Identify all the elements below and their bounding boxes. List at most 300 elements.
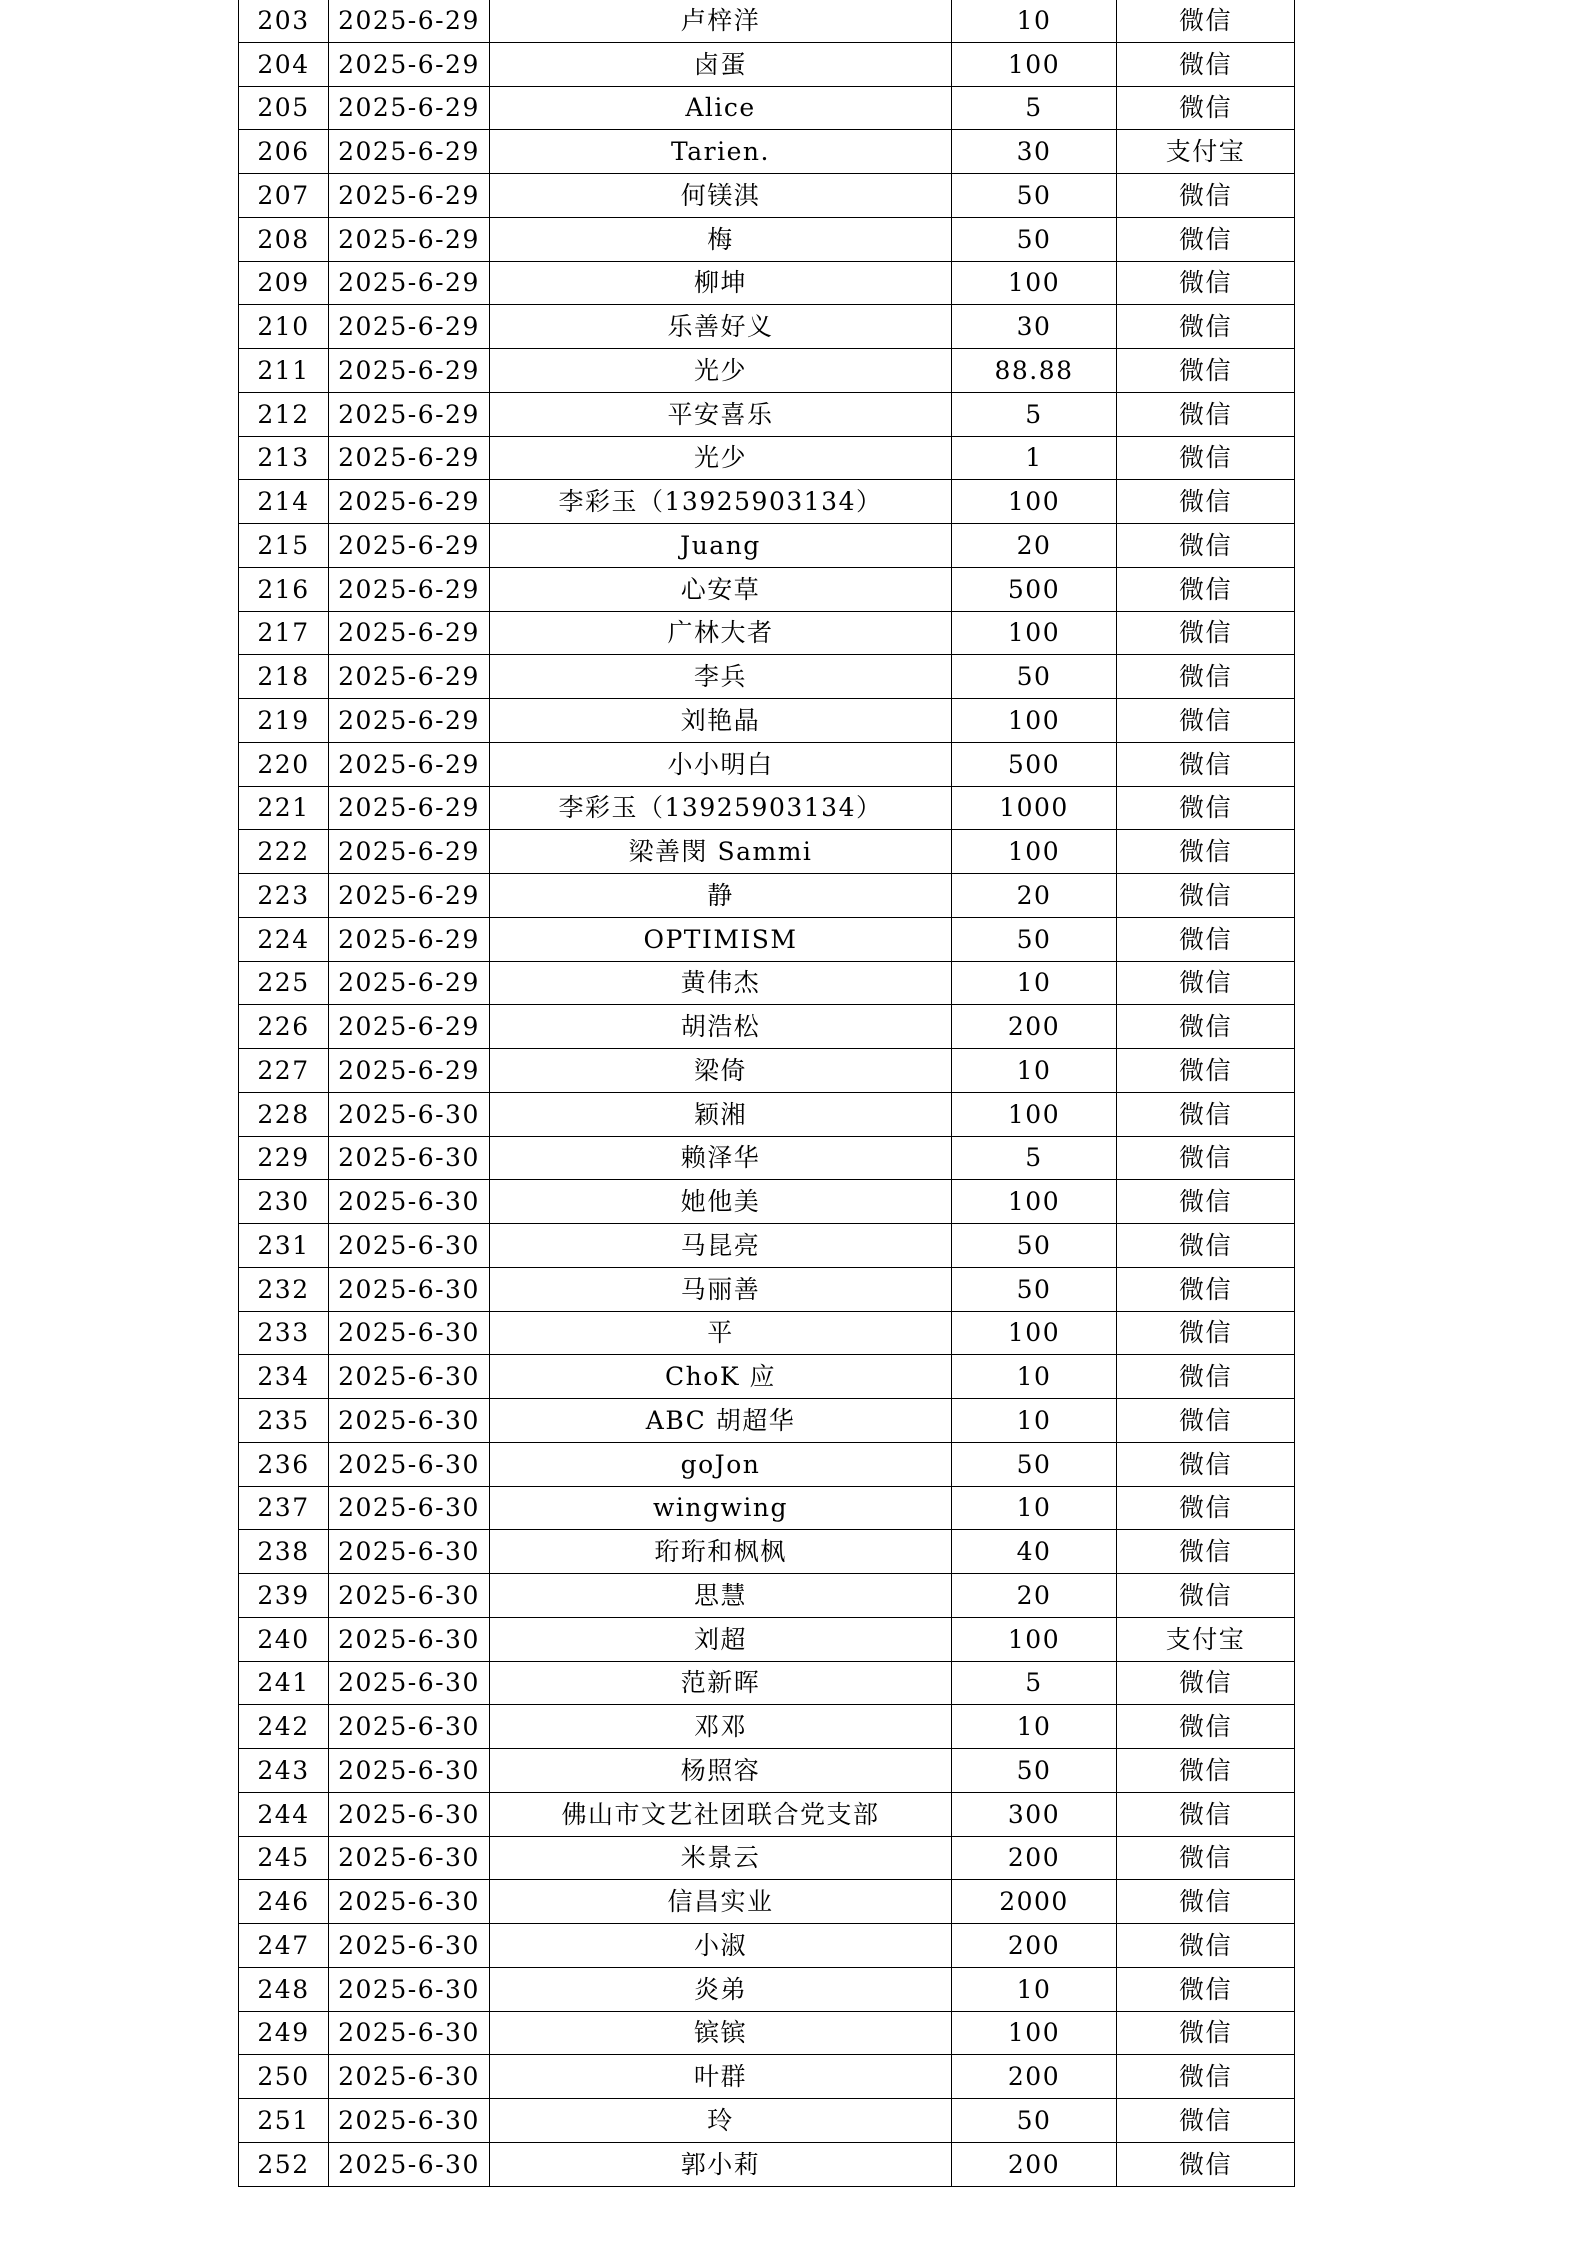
cell-donor-name: ChoK 应 [490, 1355, 952, 1399]
cell-date: 2025-6-30 [329, 1836, 490, 1880]
cell-payment-method: 微信 [1117, 1311, 1295, 1355]
cell-donor-name: 光少 [490, 436, 952, 480]
cell-donor-name: wingwing [490, 1486, 952, 1530]
table-row [239, 655, 1295, 699]
cell-amount: 200 [952, 2055, 1117, 2099]
table-row [239, 1574, 1295, 1618]
cell-date: 2025-6-29 [329, 174, 490, 218]
cell-date: 2025-6-29 [329, 742, 490, 786]
table-row [239, 1267, 1295, 1311]
cell-seq-no: 208 [239, 217, 329, 261]
cell-payment-method: 微信 [1117, 742, 1295, 786]
table-row [239, 1836, 1295, 1880]
cell-date: 2025-6-30 [329, 1574, 490, 1618]
cell-amount: 5 [952, 86, 1117, 130]
cell-date: 2025-6-29 [329, 349, 490, 393]
cell-amount: 50 [952, 174, 1117, 218]
cell-seq-no: 237 [239, 1486, 329, 1530]
table-row [239, 2011, 1295, 2055]
cell-date: 2025-6-29 [329, 1005, 490, 1049]
table-row [239, 480, 1295, 524]
cell-payment-method: 微信 [1117, 480, 1295, 524]
donation-table [238, 0, 1295, 2187]
cell-payment-method: 微信 [1117, 786, 1295, 830]
cell-date: 2025-6-30 [329, 1092, 490, 1136]
table-row [239, 1749, 1295, 1793]
cell-payment-method: 支付宝 [1117, 130, 1295, 174]
cell-donor-name: 刘艳晶 [490, 699, 952, 743]
table-row [239, 217, 1295, 261]
table-row [239, 1705, 1295, 1749]
cell-payment-method: 微信 [1117, 1399, 1295, 1443]
cell-donor-name: 平安喜乐 [490, 392, 952, 436]
cell-payment-method: 微信 [1117, 2011, 1295, 2055]
table-row [239, 305, 1295, 349]
table-row [239, 1442, 1295, 1486]
cell-date: 2025-6-29 [329, 567, 490, 611]
cell-date: 2025-6-29 [329, 961, 490, 1005]
cell-payment-method: 微信 [1117, 0, 1295, 42]
cell-date: 2025-6-29 [329, 655, 490, 699]
cell-payment-method: 微信 [1117, 1442, 1295, 1486]
cell-amount: 200 [952, 1836, 1117, 1880]
cell-amount: 30 [952, 130, 1117, 174]
cell-seq-no: 241 [239, 1661, 329, 1705]
cell-donor-name: 柳坤 [490, 261, 952, 305]
cell-amount: 100 [952, 830, 1117, 874]
cell-seq-no: 231 [239, 1224, 329, 1268]
cell-payment-method: 微信 [1117, 1705, 1295, 1749]
cell-donor-name: Alice [490, 86, 952, 130]
cell-donor-name: 小淑 [490, 1924, 952, 1968]
cell-payment-method: 微信 [1117, 2142, 1295, 2186]
cell-date: 2025-6-30 [329, 1924, 490, 1968]
cell-donor-name: 卢梓洋 [490, 0, 952, 42]
table-row [239, 2055, 1295, 2099]
cell-seq-no: 225 [239, 961, 329, 1005]
cell-donor-name: 赖泽华 [490, 1136, 952, 1180]
cell-seq-no: 232 [239, 1267, 329, 1311]
cell-donor-name: 邓邓 [490, 1705, 952, 1749]
cell-donor-name: 小小明白 [490, 742, 952, 786]
cell-seq-no: 206 [239, 130, 329, 174]
table-row [239, 1224, 1295, 1268]
cell-date: 2025-6-30 [329, 1486, 490, 1530]
cell-payment-method: 微信 [1117, 1224, 1295, 1268]
cell-donor-name: 胡浩松 [490, 1005, 952, 1049]
cell-payment-method: 微信 [1117, 217, 1295, 261]
table-row [239, 349, 1295, 393]
cell-date: 2025-6-30 [329, 1224, 490, 1268]
cell-payment-method: 微信 [1117, 261, 1295, 305]
cell-donor-name: 她他美 [490, 1180, 952, 1224]
cell-date: 2025-6-29 [329, 0, 490, 42]
cell-date: 2025-6-30 [329, 1792, 490, 1836]
cell-seq-no: 219 [239, 699, 329, 743]
cell-seq-no: 221 [239, 786, 329, 830]
cell-date: 2025-6-30 [329, 1661, 490, 1705]
cell-date: 2025-6-30 [329, 1355, 490, 1399]
cell-seq-no: 220 [239, 742, 329, 786]
cell-donor-name: goJon [490, 1442, 952, 1486]
cell-date: 2025-6-29 [329, 217, 490, 261]
cell-payment-method: 微信 [1117, 1355, 1295, 1399]
cell-date: 2025-6-29 [329, 874, 490, 918]
cell-seq-no: 243 [239, 1749, 329, 1793]
cell-donor-name: 杨照容 [490, 1749, 952, 1793]
cell-amount: 5 [952, 1661, 1117, 1705]
cell-amount: 500 [952, 742, 1117, 786]
cell-amount: 30 [952, 305, 1117, 349]
cell-date: 2025-6-29 [329, 392, 490, 436]
cell-date: 2025-6-29 [329, 1049, 490, 1093]
cell-date: 2025-6-29 [329, 42, 490, 86]
cell-donor-name: 范新晖 [490, 1661, 952, 1705]
cell-amount: 500 [952, 567, 1117, 611]
table-row [239, 1092, 1295, 1136]
cell-amount: 10 [952, 1399, 1117, 1443]
table-row [239, 130, 1295, 174]
cell-amount: 100 [952, 1092, 1117, 1136]
cell-seq-no: 233 [239, 1311, 329, 1355]
cell-donor-name: 李彩玉（13925903134） [490, 480, 952, 524]
cell-seq-no: 214 [239, 480, 329, 524]
cell-date: 2025-6-29 [329, 130, 490, 174]
cell-seq-no: 216 [239, 567, 329, 611]
cell-amount: 300 [952, 1792, 1117, 1836]
cell-donor-name: 叶群 [490, 2055, 952, 2099]
cell-seq-no: 242 [239, 1705, 329, 1749]
cell-amount: 50 [952, 1267, 1117, 1311]
cell-donor-name: 玲 [490, 2099, 952, 2143]
cell-amount: 88.88 [952, 349, 1117, 393]
cell-amount: 2000 [952, 1880, 1117, 1924]
cell-amount: 50 [952, 1224, 1117, 1268]
cell-payment-method: 微信 [1117, 830, 1295, 874]
cell-amount: 5 [952, 1136, 1117, 1180]
cell-donor-name: 珩珩和枫枫 [490, 1530, 952, 1574]
cell-seq-no: 228 [239, 1092, 329, 1136]
cell-seq-no: 252 [239, 2142, 329, 2186]
cell-donor-name: 梅 [490, 217, 952, 261]
table-row [239, 567, 1295, 611]
cell-date: 2025-6-30 [329, 1180, 490, 1224]
cell-donor-name: 信昌实业 [490, 1880, 952, 1924]
cell-date: 2025-6-29 [329, 699, 490, 743]
cell-seq-no: 212 [239, 392, 329, 436]
cell-amount: 5 [952, 392, 1117, 436]
cell-date: 2025-6-30 [329, 1705, 490, 1749]
cell-amount: 200 [952, 1924, 1117, 1968]
cell-donor-name: 静 [490, 874, 952, 918]
cell-seq-no: 226 [239, 1005, 329, 1049]
cell-seq-no: 247 [239, 1924, 329, 1968]
cell-donor-name: 颖湘 [490, 1092, 952, 1136]
table-body [239, 0, 1295, 2186]
table-row [239, 1399, 1295, 1443]
cell-date: 2025-6-29 [329, 436, 490, 480]
cell-amount: 100 [952, 611, 1117, 655]
cell-date: 2025-6-29 [329, 786, 490, 830]
cell-payment-method: 微信 [1117, 1880, 1295, 1924]
cell-donor-name: 佛山市文艺社团联合党支部 [490, 1792, 952, 1836]
cell-payment-method: 微信 [1117, 655, 1295, 699]
cell-payment-method: 微信 [1117, 1092, 1295, 1136]
cell-date: 2025-6-29 [329, 830, 490, 874]
cell-donor-name: 李兵 [490, 655, 952, 699]
cell-seq-no: 229 [239, 1136, 329, 1180]
table-row [239, 2142, 1295, 2186]
table-row [239, 392, 1295, 436]
cell-donor-name: 梁善閔 Sammi [490, 830, 952, 874]
cell-date: 2025-6-29 [329, 86, 490, 130]
cell-payment-method: 微信 [1117, 1530, 1295, 1574]
cell-amount: 50 [952, 1749, 1117, 1793]
table-row [239, 961, 1295, 1005]
cell-amount: 200 [952, 2142, 1117, 2186]
cell-seq-no: 203 [239, 0, 329, 42]
cell-payment-method: 微信 [1117, 349, 1295, 393]
cell-donor-name: 刘超 [490, 1617, 952, 1661]
cell-seq-no: 236 [239, 1442, 329, 1486]
cell-payment-method: 微信 [1117, 1661, 1295, 1705]
cell-payment-method: 微信 [1117, 611, 1295, 655]
table-row [239, 1924, 1295, 1968]
cell-date: 2025-6-30 [329, 1442, 490, 1486]
cell-amount: 100 [952, 699, 1117, 743]
cell-amount: 100 [952, 1311, 1117, 1355]
cell-seq-no: 248 [239, 1967, 329, 2011]
cell-amount: 200 [952, 1005, 1117, 1049]
cell-amount: 20 [952, 524, 1117, 568]
table-row [239, 86, 1295, 130]
cell-date: 2025-6-30 [329, 2011, 490, 2055]
cell-seq-no: 249 [239, 2011, 329, 2055]
cell-seq-no: 246 [239, 1880, 329, 1924]
cell-payment-method: 微信 [1117, 1967, 1295, 2011]
cell-payment-method: 微信 [1117, 1792, 1295, 1836]
cell-seq-no: 211 [239, 349, 329, 393]
table-row [239, 1617, 1295, 1661]
cell-donor-name: 黄伟杰 [490, 961, 952, 1005]
cell-donor-name: 何镁淇 [490, 174, 952, 218]
cell-payment-method: 微信 [1117, 42, 1295, 86]
table-row [239, 261, 1295, 305]
cell-date: 2025-6-29 [329, 305, 490, 349]
cell-payment-method: 微信 [1117, 567, 1295, 611]
table-row [239, 1486, 1295, 1530]
cell-payment-method: 微信 [1117, 305, 1295, 349]
cell-seq-no: 217 [239, 611, 329, 655]
table-row [239, 1792, 1295, 1836]
table-row [239, 1661, 1295, 1705]
cell-seq-no: 223 [239, 874, 329, 918]
cell-amount: 50 [952, 1442, 1117, 1486]
cell-seq-no: 222 [239, 830, 329, 874]
cell-donor-name: 米景云 [490, 1836, 952, 1880]
table-row [239, 2099, 1295, 2143]
cell-seq-no: 235 [239, 1399, 329, 1443]
cell-amount: 10 [952, 0, 1117, 42]
cell-donor-name: ABC 胡超华 [490, 1399, 952, 1443]
cell-donor-name: 心安草 [490, 567, 952, 611]
cell-payment-method: 微信 [1117, 699, 1295, 743]
cell-date: 2025-6-29 [329, 611, 490, 655]
cell-donor-name: 思慧 [490, 1574, 952, 1618]
cell-donor-name: 广林大者 [490, 611, 952, 655]
cell-payment-method: 微信 [1117, 1836, 1295, 1880]
table-row [239, 917, 1295, 961]
cell-seq-no: 215 [239, 524, 329, 568]
cell-date: 2025-6-30 [329, 1749, 490, 1793]
cell-donor-name: 马丽善 [490, 1267, 952, 1311]
cell-seq-no: 251 [239, 2099, 329, 2143]
cell-donor-name: 乐善好义 [490, 305, 952, 349]
cell-amount: 1 [952, 436, 1117, 480]
cell-amount: 10 [952, 1967, 1117, 2011]
cell-seq-no: 204 [239, 42, 329, 86]
table-row [239, 1311, 1295, 1355]
cell-payment-method: 微信 [1117, 1180, 1295, 1224]
cell-amount: 40 [952, 1530, 1117, 1574]
cell-seq-no: 250 [239, 2055, 329, 2099]
table-row [239, 830, 1295, 874]
cell-payment-method: 微信 [1117, 1486, 1295, 1530]
cell-amount: 10 [952, 961, 1117, 1005]
cell-date: 2025-6-29 [329, 917, 490, 961]
table-row [239, 1530, 1295, 1574]
cell-seq-no: 238 [239, 1530, 329, 1574]
cell-seq-no: 218 [239, 655, 329, 699]
table-row [239, 1180, 1295, 1224]
cell-amount: 10 [952, 1705, 1117, 1749]
cell-date: 2025-6-29 [329, 480, 490, 524]
cell-amount: 10 [952, 1355, 1117, 1399]
cell-amount: 20 [952, 1574, 1117, 1618]
cell-payment-method: 微信 [1117, 1136, 1295, 1180]
cell-payment-method: 微信 [1117, 1049, 1295, 1093]
cell-payment-method: 微信 [1117, 961, 1295, 1005]
cell-payment-method: 微信 [1117, 917, 1295, 961]
table-row [239, 742, 1295, 786]
cell-seq-no: 240 [239, 1617, 329, 1661]
cell-date: 2025-6-29 [329, 524, 490, 568]
cell-seq-no: 213 [239, 436, 329, 480]
cell-amount: 100 [952, 2011, 1117, 2055]
cell-donor-name: Tarien. [490, 130, 952, 174]
cell-donor-name: Juang [490, 524, 952, 568]
cell-donor-name: 炎弟 [490, 1967, 952, 2011]
cell-seq-no: 207 [239, 174, 329, 218]
cell-amount: 100 [952, 480, 1117, 524]
table-row [239, 1967, 1295, 2011]
cell-donor-name: 李彩玉（13925903134） [490, 786, 952, 830]
cell-amount: 50 [952, 917, 1117, 961]
cell-payment-method: 微信 [1117, 86, 1295, 130]
cell-payment-method: 微信 [1117, 1924, 1295, 1968]
cell-amount: 50 [952, 2099, 1117, 2143]
cell-date: 2025-6-30 [329, 1967, 490, 2011]
cell-date: 2025-6-30 [329, 1311, 490, 1355]
cell-payment-method: 微信 [1117, 874, 1295, 918]
cell-amount: 10 [952, 1486, 1117, 1530]
cell-payment-method: 微信 [1117, 174, 1295, 218]
cell-payment-method: 微信 [1117, 1749, 1295, 1793]
cell-seq-no: 230 [239, 1180, 329, 1224]
table-row [239, 174, 1295, 218]
cell-amount: 100 [952, 1617, 1117, 1661]
cell-donor-name: 镔镔 [490, 2011, 952, 2055]
cell-payment-method: 微信 [1117, 1005, 1295, 1049]
table-row [239, 1136, 1295, 1180]
cell-seq-no: 239 [239, 1574, 329, 1618]
cell-date: 2025-6-30 [329, 2099, 490, 2143]
cell-date: 2025-6-30 [329, 1530, 490, 1574]
cell-date: 2025-6-30 [329, 1267, 490, 1311]
cell-date: 2025-6-30 [329, 1880, 490, 1924]
table-row [239, 524, 1295, 568]
cell-donor-name: OPTIMISM [490, 917, 952, 961]
cell-payment-method: 微信 [1117, 1267, 1295, 1311]
table-row [239, 0, 1295, 42]
cell-amount: 10 [952, 1049, 1117, 1093]
cell-seq-no: 210 [239, 305, 329, 349]
cell-payment-method: 微信 [1117, 436, 1295, 480]
table-row [239, 436, 1295, 480]
cell-date: 2025-6-30 [329, 1136, 490, 1180]
cell-amount: 100 [952, 261, 1117, 305]
cell-payment-method: 微信 [1117, 2055, 1295, 2099]
cell-donor-name: 卤蛋 [490, 42, 952, 86]
table-row [239, 1880, 1295, 1924]
table-row [239, 1005, 1295, 1049]
cell-amount: 100 [952, 42, 1117, 86]
cell-payment-method: 微信 [1117, 1574, 1295, 1618]
cell-date: 2025-6-29 [329, 261, 490, 305]
cell-amount: 100 [952, 1180, 1117, 1224]
table-row [239, 1049, 1295, 1093]
cell-donor-name: 郭小莉 [490, 2142, 952, 2186]
table-row [239, 611, 1295, 655]
table-row [239, 699, 1295, 743]
table-row [239, 786, 1295, 830]
cell-amount: 50 [952, 217, 1117, 261]
cell-payment-method: 微信 [1117, 524, 1295, 568]
cell-donor-name: 马昆亮 [490, 1224, 952, 1268]
table-row [239, 1355, 1295, 1399]
table-row [239, 874, 1295, 918]
cell-payment-method: 支付宝 [1117, 1617, 1295, 1661]
cell-amount: 20 [952, 874, 1117, 918]
cell-donor-name: 梁倚 [490, 1049, 952, 1093]
cell-seq-no: 209 [239, 261, 329, 305]
cell-donor-name: 平 [490, 1311, 952, 1355]
cell-amount: 50 [952, 655, 1117, 699]
cell-amount: 1000 [952, 786, 1117, 830]
cell-seq-no: 227 [239, 1049, 329, 1093]
table-row [239, 42, 1295, 86]
cell-seq-no: 224 [239, 917, 329, 961]
cell-date: 2025-6-30 [329, 1399, 490, 1443]
cell-payment-method: 微信 [1117, 392, 1295, 436]
cell-seq-no: 234 [239, 1355, 329, 1399]
cell-seq-no: 244 [239, 1792, 329, 1836]
cell-date: 2025-6-30 [329, 2055, 490, 2099]
cell-date: 2025-6-30 [329, 2142, 490, 2186]
cell-payment-method: 微信 [1117, 2099, 1295, 2143]
cell-seq-no: 245 [239, 1836, 329, 1880]
cell-seq-no: 205 [239, 86, 329, 130]
